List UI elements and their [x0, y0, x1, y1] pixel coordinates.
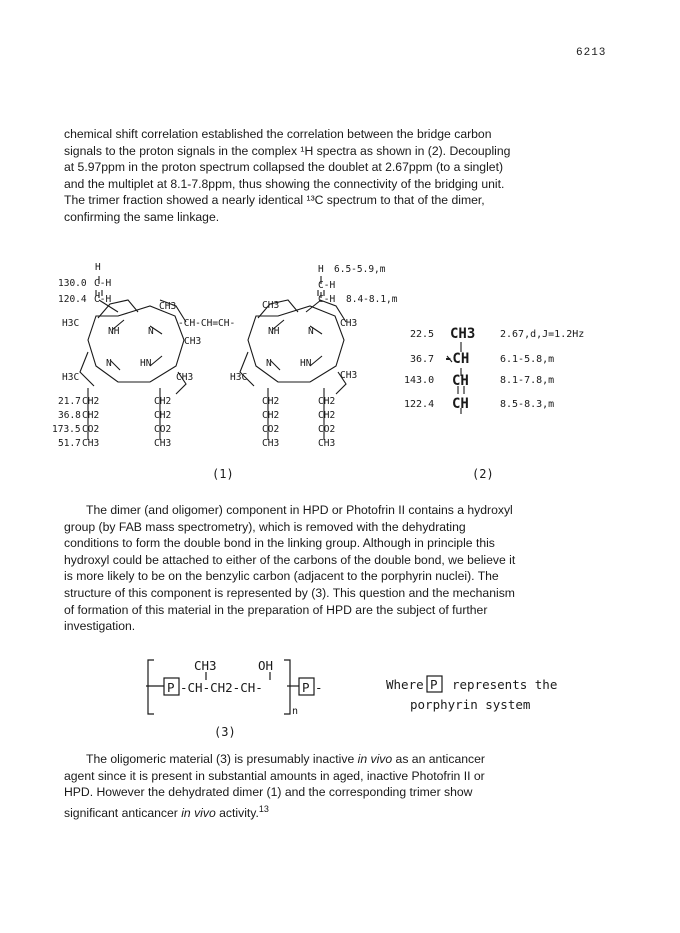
where-text: represents the	[452, 677, 558, 692]
paragraph-3	[64, 751, 616, 821]
group-label: CO2	[82, 424, 100, 435]
hn-label: HN	[300, 358, 312, 369]
where-text: porphyrin system	[410, 697, 531, 712]
hydrogen-label: H	[318, 264, 324, 275]
figure-1-structure	[80, 276, 464, 440]
text-line	[64, 801, 616, 822]
porphyrin-box-label: P	[302, 680, 310, 695]
text-line: confirming the same linkage.	[64, 209, 220, 224]
text-line: at 5.97ppm in the proton spectrum collapsed the doublet at 2.67ppm (to a singlet)	[64, 160, 504, 175]
text-line	[64, 751, 616, 768]
text-line: signals to the proton signals in the complex ¹H spectra as shown in (2). Decoupling	[64, 143, 511, 158]
shift-label: 21.7	[58, 396, 81, 407]
group-label: CH3	[262, 438, 280, 449]
methyl-label: H3C	[62, 372, 80, 383]
h1-shift: 6.1-5.8,m	[500, 354, 555, 365]
n-label: N	[308, 326, 314, 337]
repeat-index-label: n	[292, 706, 299, 717]
paragraph-1	[64, 126, 616, 226]
c13-shift: 143.0	[404, 375, 435, 386]
group-label: CO2	[262, 424, 280, 435]
text-run: as an anticancer	[392, 752, 485, 766]
shift-label: 6.5-5.9,m	[334, 264, 386, 275]
text-line: structure of this component is represented by (3). This question and the mechanism	[64, 585, 515, 600]
methyl-label: CH3	[340, 318, 358, 329]
figure-1-label: (1)	[212, 467, 234, 481]
porphyrin-box-label: P	[167, 680, 175, 695]
paragraph-2	[64, 502, 616, 635]
group-label: CH2	[262, 396, 280, 407]
group-label: C-H	[94, 294, 112, 305]
figure-3-label: (3)	[214, 725, 236, 739]
methyl-label: H3C	[62, 318, 80, 329]
methyl-label: CH3	[194, 658, 217, 673]
group-label: CO2	[318, 424, 336, 435]
group-label: CH2	[262, 410, 280, 421]
figure-2-label: (2)	[472, 467, 494, 481]
shift-label: 51.7	[58, 438, 81, 449]
group-label: CH2	[318, 410, 336, 421]
group-label: CH2	[154, 396, 172, 407]
text-line: hydroxyl could be attached to either of the carbons of the double bond, we believe it	[64, 552, 516, 567]
group-label: CH	[452, 373, 469, 389]
italic-run: in vivo	[357, 752, 393, 766]
group-label: CH2	[82, 410, 100, 421]
methyl-label: CH3	[340, 370, 358, 381]
figure-3-labels	[167, 658, 557, 717]
nh-label: NH	[268, 326, 280, 337]
methyl-label: H3C	[230, 372, 248, 383]
shift-label: 8.4-8.1,m	[346, 294, 398, 305]
group-label: CH3	[318, 438, 336, 449]
porphyrin-box-label: P	[430, 677, 438, 692]
group-label: CH	[452, 396, 469, 412]
page-number: 6213	[576, 47, 607, 59]
c13-shift: 22.5	[410, 329, 435, 340]
group-label: CH3	[450, 326, 476, 342]
text-run: The oligomeric material (3) is presumably inactive	[86, 752, 358, 766]
h1-shift: 8.5-8.3,m	[500, 399, 555, 410]
text-line: agent since it is present in substantial amounts in aged, inactive Photofrin II or	[64, 768, 485, 783]
text-line: The trimer fraction showed a nearly identical ¹³C spectrum to that of the dimer,	[64, 193, 485, 208]
text-run: activity.	[215, 805, 259, 820]
h1-shift: 2.67,d,J=1.2Hz	[500, 329, 585, 340]
group-label: C-H	[318, 294, 336, 305]
text-line: of formation of this material in the preparation of HPD are the subject of further	[64, 602, 488, 617]
where-label: Where	[386, 677, 424, 692]
shift-label: 120.4	[58, 294, 87, 305]
methyl-label: CH3	[262, 300, 280, 311]
shift-label: 173.5	[52, 424, 81, 435]
text-run: significant anticancer	[64, 805, 182, 820]
group-label: CH2	[82, 396, 100, 407]
text-line: chemical shift correlation established the correlation between the bridge carbon	[64, 127, 492, 141]
n-label: N	[106, 358, 112, 369]
figure-1-labels	[52, 262, 398, 449]
text-line: The dimer (and oligomer) component in HPD or Photofrin II contains a hydroxyl	[86, 503, 513, 517]
group-label: CH2	[318, 396, 336, 407]
group-label: C-H	[94, 278, 112, 289]
hydroxyl-label: OH	[258, 658, 274, 673]
bridge-label: -CH-CH=CH-	[178, 318, 236, 329]
chain-end-label: -	[315, 680, 323, 695]
n-label: N	[148, 326, 154, 337]
text-line: HPD. However the dehydrated dimer (1) and the corresponding trimer show	[64, 785, 473, 800]
figure-3-structure	[146, 660, 442, 714]
group-label: CH2	[154, 410, 172, 421]
nh-label: NH	[108, 326, 120, 337]
methyl-label: CH3	[184, 336, 202, 347]
group-label: C-H	[318, 280, 336, 291]
figure-2-table	[404, 326, 584, 412]
italic-run: in vivo	[181, 805, 216, 820]
text-line: and the multiplet at 8.1-7.8ppm, thus showing the connectivity of the bridging unit.	[64, 176, 505, 191]
n-label: N	[266, 358, 272, 369]
methyl-label: CH3	[176, 372, 194, 383]
text-line: is more likely to be on the benzylic carbon (adjacent to the porphyrin nuclei). The	[64, 569, 499, 584]
reference-superscript: 13	[258, 803, 269, 814]
text-line: investigation.	[64, 619, 136, 634]
h1-shift: 8.1-7.8,m	[500, 375, 555, 386]
group-label: CH3	[82, 438, 100, 449]
c13-shift: 36.7	[410, 354, 435, 365]
group-label: CO2	[154, 424, 172, 435]
chain-label: -CH-CH2-CH-	[180, 680, 263, 695]
hn-label: HN	[140, 358, 152, 369]
c13-shift: 122.4	[404, 399, 435, 410]
shift-label: 36.8	[58, 410, 81, 421]
text-line: group (by FAB mass spectrometry), which is removed with the dehydrating	[64, 519, 466, 534]
group-label: -CH	[444, 351, 470, 367]
group-label: CH3	[154, 438, 172, 449]
hydrogen-label: H	[95, 262, 101, 273]
text-line: conditions to form the double bond in the linking group. Although in principle this	[64, 536, 495, 551]
shift-label: 130.0	[58, 278, 87, 289]
methyl-label: CH3	[159, 301, 177, 312]
